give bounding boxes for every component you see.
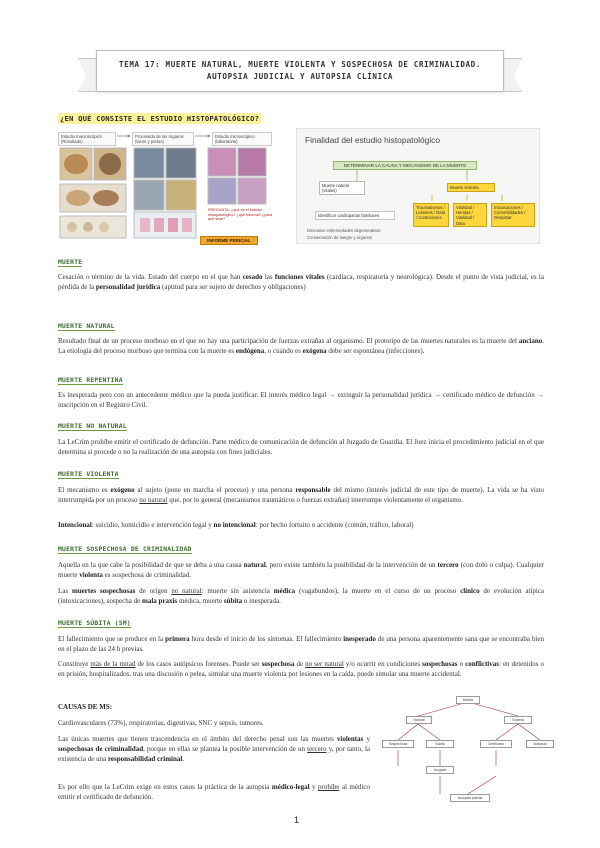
diagram-node-autopsia-judicial: Autopsia judicial [450, 794, 490, 802]
figure-photos [58, 128, 291, 242]
organ-shape-3 [66, 190, 90, 206]
photo-lab-2 [166, 148, 196, 178]
diagram-node-juzgado: Juzgado [426, 766, 454, 774]
connector-top [418, 702, 518, 716]
paragraph-muerte: Cesación o término de la vida. Estado del cuerpo en el que han cesado las funciones vitales (cardíaca, respiratoria y neurológica). Desde el punto de vista judicial, es la pérdida de la personalidad jurídica (aptitud para ser sujeto de derechos y obligaciones) [58, 273, 544, 292]
death-classification-diagram [378, 694, 558, 814]
figure-right-title: Finalidad del estudio histopatológico [305, 135, 441, 145]
paragraph-causas-3: Es por ello que la LeCrim exige en estos casos la práctica de la autopsia médico-legal y prohíbe al médico emitir el certificado de defunción. [58, 783, 371, 802]
box-muerte-violenta: Muerte violenta [447, 183, 495, 192]
heading-muerte-sospechosa: MUERTE SOSPECHOSA DE CRIMINALIDAD [58, 545, 192, 553]
organ-shape-2 [99, 153, 121, 175]
figure-right-goal: DETERMINAR LA CAUSA Y MECANISMO DE LA MUERTE [333, 161, 477, 170]
paragraph-muerte-no-natural: La LeCrim prohíbe emitir el certificado de defunción. Parte médico de comunicación de defunción al Juzgado de Guardia. El Juez inicia el procedimiento judicial en el que determina si procede o no la realización de una autopsia con fines judiciales. [58, 438, 544, 457]
title-banner [78, 50, 522, 92]
informe-pericial-label: INFORME PERICIAL [200, 236, 258, 245]
heading-causas-ms: CAUSAS DE MS: [58, 703, 113, 711]
slide-2 [154, 218, 164, 232]
slide-4 [182, 218, 192, 232]
photo-lab-4 [166, 180, 196, 210]
paragraph-violenta-2: Intencional: suicidio, homicidio e intervención legal y no intencional: por hecho fortuito o accidente (común, tráfico, laboral) [58, 521, 414, 529]
micrograph-1 [208, 148, 236, 176]
figure-purpose-histopathology [296, 128, 540, 244]
gray-note-2: Conservación de sangre y órganos [307, 235, 372, 240]
heading-muerte-repentina: MUERTE REPENTINA [58, 376, 123, 384]
sample-1 [67, 222, 77, 232]
paragraph-subita-1: El fallecimiento que se produce en la primera hora desde el inicio de los síntomas. El fallecimiento inesperado de una persona aparentemente sana que se encontraba bien en el plazo de las 24 h previas. [58, 635, 545, 654]
diagram-node-violenta: Violenta [504, 716, 532, 724]
section-heading-histopathology: ¿EN QUÉ CONSISTE EL ESTUDIO HISTOPATOLÓGICO? [60, 114, 260, 123]
figure-histopathology-process [58, 128, 291, 242]
micrograph-3 [208, 178, 236, 204]
diagram-node-subita: Súbita [426, 740, 454, 748]
figure-label-processing: Procesado de los órganos (tacos y portas) [132, 132, 194, 146]
title-box [96, 50, 504, 92]
connector-left [398, 724, 440, 740]
connector-right [496, 724, 540, 740]
organ-shape-4 [93, 190, 119, 206]
heading-muerte-natural: MUERTE NATURAL [58, 322, 115, 330]
micrograph-2 [238, 148, 266, 176]
heading-muerte-violenta: MUERTE VIOLENTA [58, 470, 119, 478]
paragraph-muerte-repentina: Es inesperada pero con un antecedente médico que la pueda justificar. El interés médico legal → extinguir la personalidad jurídica → certificado médico de defunción → inscripción en el Registro Civil. [58, 391, 544, 410]
box-col-1: Traumatismos / Lesiones / Data / Contusiones [413, 203, 449, 227]
paragraph-causas-2: Las únicas muertes que tienen trascendencia en el ámbito del derecho penal son las muertes violentas y sospechosas de criminalidad, porque en ellas se plantea la posible intervención de un tercero y, por tanto, la existencia de una responsabilidad criminal. [58, 735, 371, 764]
sample-2 [83, 222, 93, 232]
diagram-node-certificado: Certificado [480, 740, 512, 748]
slide-1 [140, 218, 150, 232]
photo-lab-1 [134, 148, 164, 178]
slide-3 [168, 218, 178, 232]
diagram-node-sospechosa: Sospechosa [382, 740, 414, 748]
paragraph-muerte-natural: Resultado final de un proceso morboso en el que no hay una participación de fuerzas extrañas al organismo. El prototipo de las muertes naturales es la muerte del anciano. La etiología del proceso morboso que termina con la muerte es endógena, o cuando es exógena debe ser espontánea (infecciones). [58, 337, 544, 356]
title-line-1: TEMA 17: MUERTE NATURAL, MUERTE VIOLENTA Y SOSPECHOSA DE CRIMINALIDAD. [118, 60, 482, 69]
heading-muerte: MUERTE [58, 258, 83, 266]
paragraph-violenta-1: El mecanismo es exógeno al sujeto (pone en marcha el proceso) y una persona responsable del mismo (interés judicial de este tipo de muerte). La vida se ha visto interrumpida por un proceso no natural que, por lo general (mecanismos traumáticos o fuerzas extrañas) interrumpe violentamente el organismo. [58, 486, 544, 505]
paragraph-causas-1: Cardiovasculares (73%), respiratorias, digestivas, SNC y sepsis, tumores. [58, 719, 264, 727]
connector-bottom [440, 776, 496, 794]
diagram-node-muerte: Muerte [456, 696, 480, 704]
sample-3 [99, 222, 109, 232]
micrograph-4 [238, 178, 266, 204]
connectors-columns [432, 195, 502, 201]
page-number: 1 [294, 815, 300, 825]
heading-muerte-subita: MUERTE SÚBITA (SM) [58, 619, 131, 627]
connector-mid [398, 750, 496, 766]
organ-shape-1 [64, 154, 88, 174]
box-col-3: Intoxicaciones / Comorbilidades / Despistar [491, 203, 535, 227]
figure-red-note: PREGUNTA: ¿qué es el estudio histopatológico? ¿qué informa? ¿para qué sirve? [208, 208, 272, 222]
figure-label-macroscopic: Estudio macroscópico (Resultado) [58, 132, 116, 146]
gray-note-1: Descartar enfermedades degenerativas [307, 228, 381, 233]
diagram-node-natural: Natural [406, 716, 432, 724]
title-line-2: AUTOPSIA JUDICIAL Y AUTOPSIA CLÍNICA [206, 72, 394, 81]
paragraph-sospechosa-2: Las muertes sospechosas de origen no natural: muerte sin asistencia médica (vagabundos), la muerte en el curso de un proceso clínico de evolución atípica (intoxicaciones), sospecha de mala praxis médica, muerte súbita o inesperada. [58, 587, 544, 606]
figure-label-microscopic: Estudio microscópico (laboratorio) [212, 132, 272, 146]
paragraph-subita-2: Constituye más de la mitad de los casos autópsicos forenses. Puede ser sospechosa de no ser natural y/o ocurrir en condiciones sospechosas o conflictivas: en detenidos o en prisión, hospitalizados, tras una discusión o pelea, simular una muerte violenta por lesiones en la caída, puede simular una muerte accidental. [58, 660, 544, 679]
diagram-node-autopsia: Autopsia [526, 740, 554, 748]
paragraph-sospechosa-1: Aquella en la que cabe la posibilidad de que se deba a una causa natural, pero existe también la posibilidad de la intervención de un tercero (con dolo o culpa). Cualquier muerte violenta es sospechosa de criminalidad. [58, 561, 544, 580]
box-identify: Identificar cardiopatías familiares [315, 211, 395, 220]
photo-lab-3 [134, 180, 164, 210]
heading-muerte-no-natural: MUERTE NO NATURAL [58, 422, 127, 430]
box-muerte-natural: Muerte natural (vitales) [319, 181, 365, 195]
box-col-2: Vitalidad / Heridas / Vitalidad / Data [453, 203, 487, 227]
